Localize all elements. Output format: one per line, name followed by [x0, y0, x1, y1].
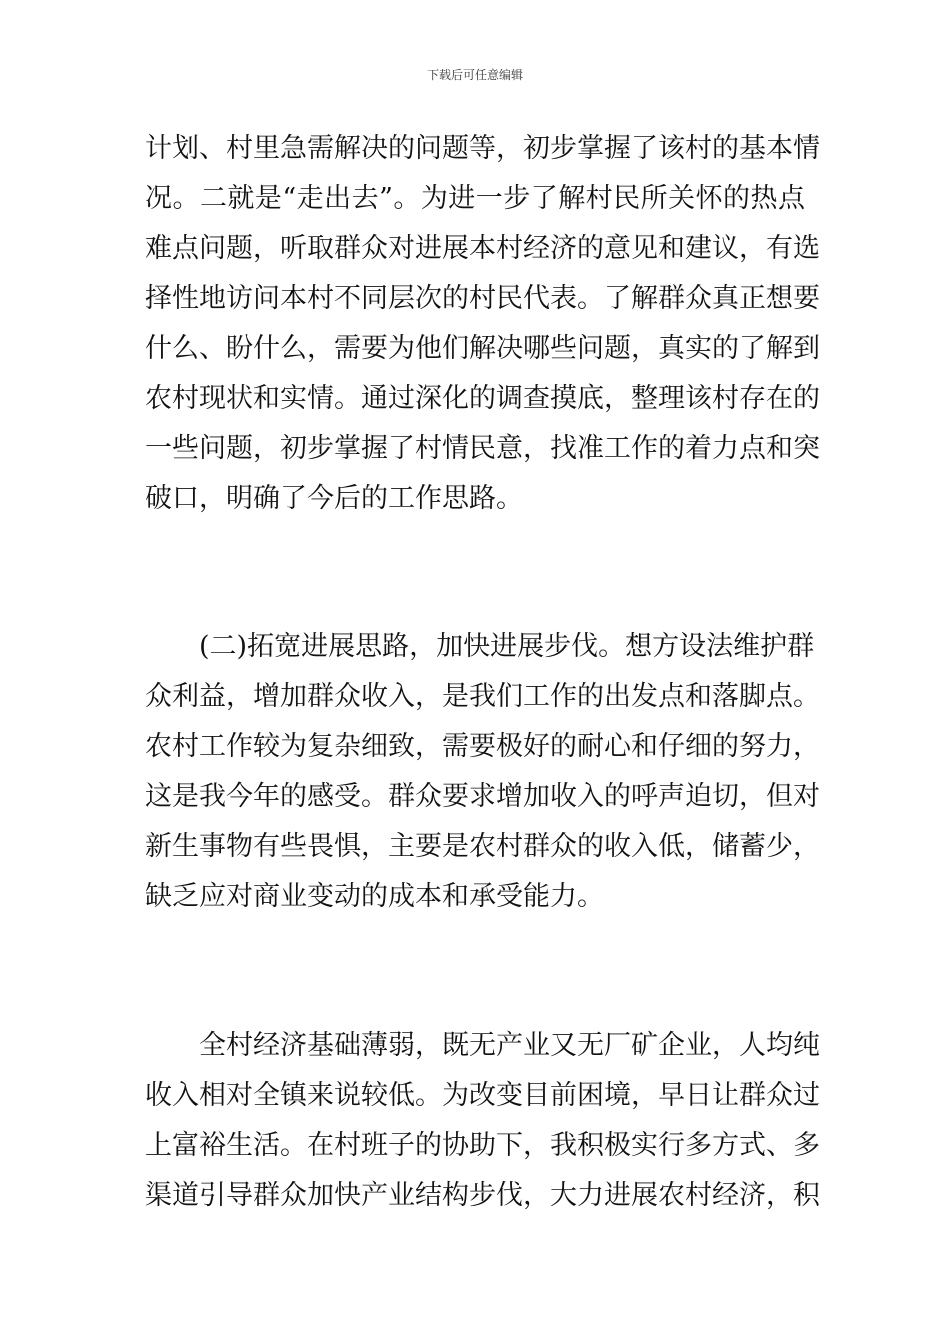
text-line: (二)拓宽进展思路，加快进展步伐。想方设法维护群: [199, 631, 815, 662]
text-line: 这是我今年的感受。群众要求增加收入的呼声迫切，但对: [145, 781, 820, 812]
header-note: 下载后可任意编辑: [426, 68, 523, 82]
text-line: 缺乏应对商业变动的成本和承受能力。: [145, 881, 604, 912]
text-line: 难点问题，听取群众对进展本村经济的意见和建议，有选: [145, 233, 820, 264]
text-line: 什么、盼什么，需要为他们解决哪些问题，真实的了解到: [145, 333, 820, 364]
paragraph-2: [145, 622, 820, 922]
text-line: 农村工作较为复杂细致，需要极好的耐心和仔细的努力，: [145, 731, 820, 762]
text-line: 全村经济基础薄弱，既无产业又无厂矿企业，人均纯: [199, 1030, 820, 1061]
text-line: 破口，明确了今后的工作思路。: [145, 483, 523, 514]
text-line: 计划、村里急需解决的问题等，初步掌握了该村的基本情: [145, 133, 820, 164]
paragraph-3: [145, 1021, 820, 1221]
text-line: 一些问题，初步掌握了村情民意，找准工作的着力点和突: [145, 433, 820, 464]
text-line: 择性地访问本村不同层次的村民代表。了解群众真正想要: [145, 283, 820, 314]
paragraph-1: [145, 124, 820, 524]
text-line: 况。二就是“走出去”。为进一步了解村民所关怀的热点: [145, 183, 805, 214]
text-line: 新生事物有些畏惧，主要是农村群众的收入低，储蓄少，: [145, 831, 820, 862]
text-line: 收入相对全镇来说较低。为改变目前困境，早日让群众过: [145, 1080, 820, 1111]
text-line: 上富裕生活。在村班子的协助下，我积极实行多方式、多: [145, 1130, 820, 1161]
text-line: 众利益，增加群众收入，是我们工作的出发点和落脚点。: [145, 681, 820, 712]
text-line: 农村现状和实情。通过深化的调查摸底，整理该村存在的: [145, 383, 820, 414]
text-line: 渠道引导群众加快产业结构步伐，大力进展农村经济，积: [145, 1180, 820, 1211]
